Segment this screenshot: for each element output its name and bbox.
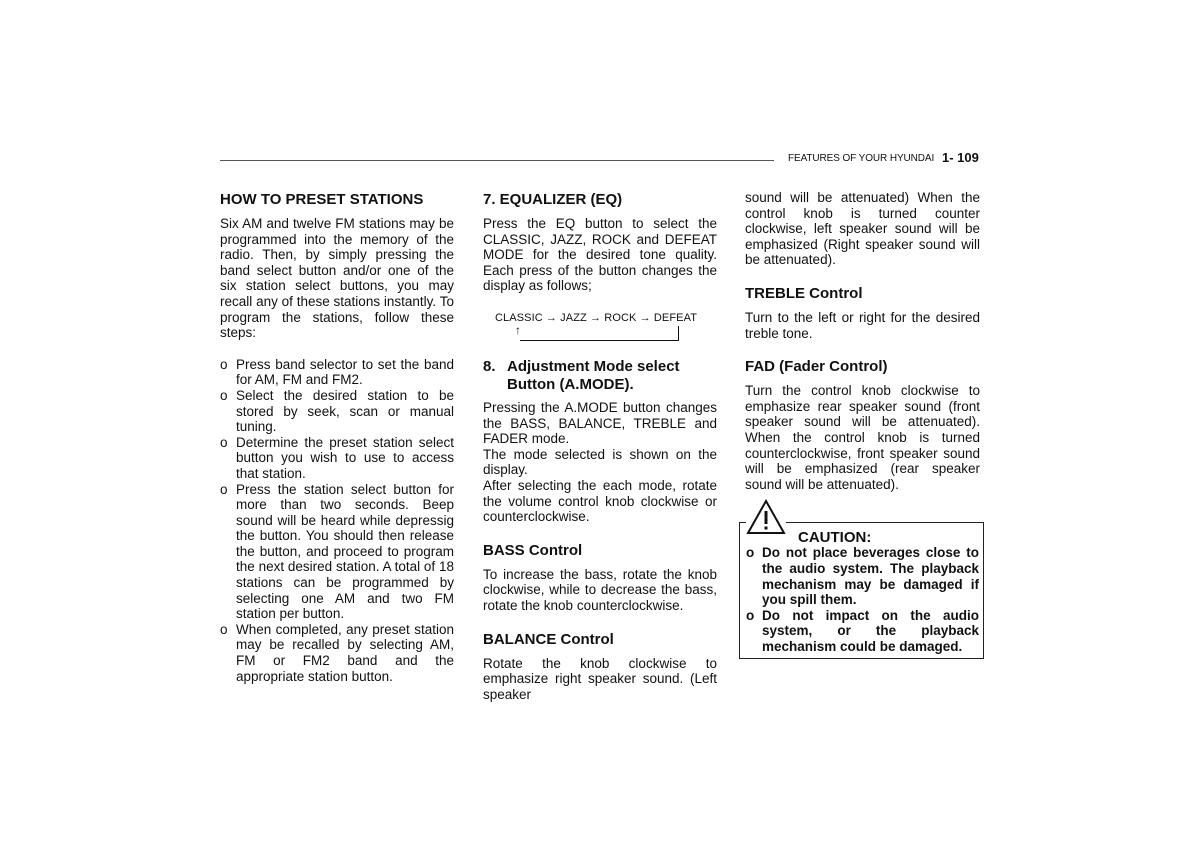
column-left: [220, 190, 454, 684]
list-bullet: o: [220, 434, 228, 450]
list-item: [746, 608, 979, 655]
caution-text: Do not impact on the audio system, or the playback mechanism could be damaged.: [762, 607, 979, 654]
list-item: [220, 357, 454, 388]
step-text: Press band selector to set the band for AM, FM and FM2.: [236, 356, 454, 388]
caution-text: Do not place beverages close to the audio system. The playback mechanism may be damaged if you spill them.: [762, 545, 979, 608]
preset-heading: HOW TO PRESET STATIONS: [220, 191, 424, 208]
section-label: FEATURES OF YOUR HYUNDAI: [788, 153, 935, 164]
adjustment-number: 8.: [483, 357, 496, 375]
bass-text: To increase the bass, rotate the knob clockwise, while to decrease the bass, rotate the knob counterclockwise.: [483, 566, 717, 613]
list-item: [220, 435, 454, 482]
step-text: Determine the preset station select button you wish to use to access that station.: [236, 434, 454, 481]
step-text: Select the desired station to be stored by seek, scan or manual tuning.: [236, 387, 454, 435]
adjustment-text-1: Pressing the A.MODE button changes the BASS, BALANCE, TREBLE and FADER mode.: [483, 399, 717, 447]
equalizer-text: Press the EQ button to select the CLASSIC, JAZZ, ROCK and DEFEAT MODE for the desired tone quality. Each press of the button changes the display as follows;: [483, 216, 717, 294]
up-arrow-icon: ↑: [515, 322, 521, 337]
page-number: 1- 109: [942, 150, 979, 165]
list-item: [220, 388, 454, 435]
step-text: Press the station select button for more than two seconds. Beep sound will be heard while depressig the button. You should then release the button, and proceed to program the next desired station. A total of 18 stations can be programmed by selecting one AM and two FM station per button.: [236, 481, 454, 622]
balance-text-continued: sound will be attenuated) When the control knob is turned counter clockwise, left speaker sound will be emphasized (Right speaker sound will be attenuated).: [745, 190, 980, 268]
caution-list: [746, 545, 979, 654]
list-bullet: o: [746, 545, 755, 561]
adjustment-text-2: The mode selected is shown on the display.: [483, 446, 717, 478]
treble-heading: TREBLE Control: [745, 284, 863, 302]
preset-intro: Six AM and twelve FM stations may be programmed into the memory of the radio. Then, by simply pressing the band select button and/or one of the six station select buttons, you may recall any of these stations instantly. To program the stations, follow these steps:: [220, 216, 454, 341]
treble-text: Turn to the left or right for the desired treble tone.: [745, 309, 980, 341]
preset-steps-list: [220, 357, 454, 684]
caution-title: CAUTION:: [798, 529, 872, 547]
warning-triangle-icon: [746, 499, 786, 535]
adjustment-heading: [483, 358, 717, 394]
list-bullet: o: [220, 481, 228, 497]
balance-heading: BALANCE Control: [483, 630, 614, 648]
equalizer-heading: 7. EQUALIZER (EQ): [483, 191, 623, 208]
balance-text: Rotate the knob clockwise to emphasize right speaker sound. (Left speaker: [483, 655, 717, 702]
eq-return-line: [520, 326, 679, 341]
bass-heading: BASS Control: [483, 541, 583, 559]
column-right: [745, 190, 980, 659]
eq-sequence: CLASSIC → JAZZ → ROCK → DEFEAT: [495, 311, 698, 324]
caution-box: [739, 522, 984, 659]
list-bullet: o: [220, 387, 228, 403]
list-bullet: o: [220, 356, 228, 372]
list-bullet: o: [220, 621, 228, 637]
list-bullet: o: [746, 607, 755, 623]
list-item: [746, 545, 979, 607]
step-text: When completed, any preset station may be recalled by selecting AM, FM or FM2 band and the appropriate station button.: [236, 621, 454, 684]
adjustment-title: Adjustment Mode select Button (A.MODE).: [507, 357, 680, 393]
list-item: [220, 622, 454, 684]
list-item: [220, 482, 454, 622]
fad-heading: FAD (Fader Control): [745, 358, 888, 376]
header-rule: [220, 160, 774, 161]
eq-cycle-diagram: [483, 308, 717, 348]
adjustment-text-3: After selecting the each mode, rotate the volume control knob clockwise or counterclockwise.: [483, 477, 717, 525]
fad-text: Turn the control knob clockwise to emphasize rear speaker sound (front speaker sound will be attenuated). When the control knob is turned counterclockwise, front speaker sound will be emphasized (rear speaker sound will be attenuated).: [745, 383, 980, 492]
column-middle: [483, 190, 717, 702]
